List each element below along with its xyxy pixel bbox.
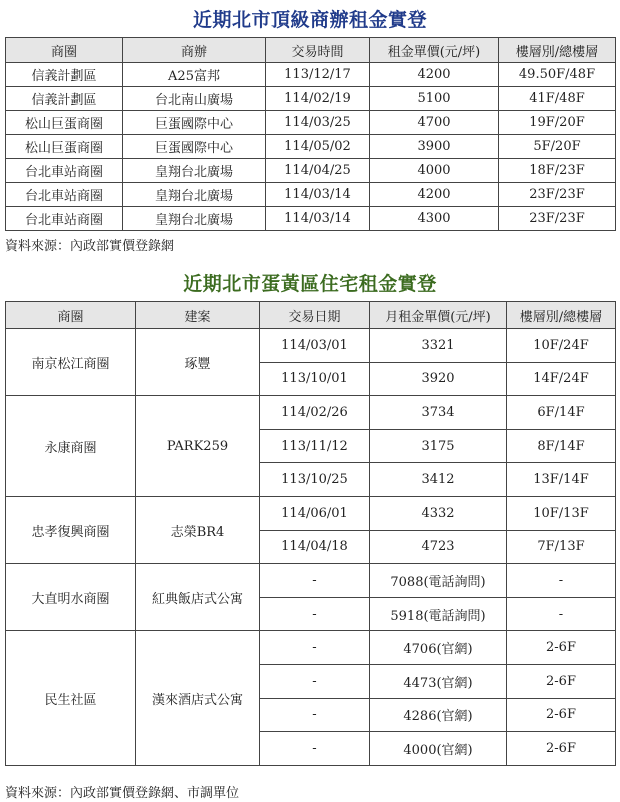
cell-office: 巨蛋國際中心 [123,111,266,135]
cell-floor: 2-6F [507,732,616,766]
table2-source-note: 資料來源：內政部實價登錄網、市調單位 [5,786,240,801]
cell-rent: 7088(電話詢問) [370,564,507,598]
cell-floor: - [507,597,616,631]
cell-date: - [260,698,370,732]
cell-rent: 3734 [370,396,507,430]
header-district: 商圈 [6,302,136,329]
cell-floor: 14F/24F [507,362,616,396]
table-row [6,63,616,87]
cell-district: 台北車站商圈 [6,159,123,183]
table-row [6,111,616,135]
cell-rent: 3920 [370,362,507,396]
cell-floor: 13F/14F [507,463,616,497]
cell-date: - [260,564,370,598]
cell-district: 松山巨蛋商圈 [6,111,123,135]
header-floor: 樓層別/總樓層 [507,302,616,329]
cell-office: 皇翔台北廣場 [123,159,266,183]
header-rent: 租金單價(元/坪) [370,38,499,63]
cell-floor: 2-6F [507,698,616,732]
cell-district: 台北車站商圈 [6,183,123,207]
cell-office: 皇翔台北廣場 [123,183,266,207]
table-row [6,396,616,430]
cell-project: 漢來酒店式公寓 [136,631,260,765]
cell-office: A25富邦 [123,63,266,87]
cell-date: 113/11/12 [260,429,370,463]
cell-floor: - [507,564,616,598]
header-office: 商辦 [123,38,266,63]
cell-rent: 4286(官網) [370,698,507,732]
cell-date: - [260,597,370,631]
cell-date: - [260,732,370,766]
table-row [6,135,616,159]
cell-floor: 19F/20F [499,111,616,135]
cell-project: 琢豐 [136,329,260,396]
header-date: 交易日期 [260,302,370,329]
cell-district: 永康商圈 [6,396,136,497]
table-row [6,207,616,231]
cell-rent: 4332 [370,496,507,530]
cell-office: 皇翔台北廣場 [123,207,266,231]
cell-floor: 49.50F/48F [499,63,616,87]
cell-date: 113/10/01 [260,362,370,396]
table-row [6,159,616,183]
table1-title: 近期北市頂級商辦租金實登 [192,9,427,31]
cell-district: 台北車站商圈 [6,207,123,231]
cell-rent: 3900 [370,135,499,159]
table1-source-note: 資料來源：內政部實價登錄網 [5,239,175,254]
header-district: 商圈 [6,38,123,63]
residential-rent-table [5,301,616,766]
cell-district: 大直明水商圈 [6,564,136,631]
cell-rent: 4200 [370,63,499,87]
cell-rent: 3412 [370,463,507,497]
cell-floor: 5F/20F [499,135,616,159]
cell-rent: 4706(官網) [370,631,507,665]
cell-floor: 23F/23F [499,183,616,207]
cell-date: 114/06/01 [260,496,370,530]
cell-rent: 5100 [370,87,499,111]
cell-date: 114/02/26 [260,396,370,430]
cell-district: 信義計劃區 [6,87,123,111]
cell-date: - [260,631,370,665]
header-floor: 樓層別/總樓層 [499,38,616,63]
cell-rent: 5918(電話詢問) [370,597,507,631]
cell-rent: 3321 [370,329,507,363]
cell-floor: 18F/23F [499,159,616,183]
cell-floor: 2-6F [507,664,616,698]
table-row [6,329,616,363]
table-row [6,87,616,111]
cell-rent: 3175 [370,429,507,463]
cell-date: 114/05/02 [266,135,370,159]
cell-office: 巨蛋國際中心 [123,135,266,159]
table-header-row [6,38,616,63]
cell-rent: 4473(官網) [370,664,507,698]
cell-date: 114/03/01 [260,329,370,363]
cell-rent: 4200 [370,183,499,207]
cell-floor: 7F/13F [507,530,616,564]
cell-date: 113/10/25 [260,463,370,497]
cell-rent: 4000(官網) [370,732,507,766]
cell-project: 志榮BR4 [136,496,260,563]
cell-district: 松山巨蛋商圈 [6,135,123,159]
office-rent-table [5,37,616,231]
cell-project: PARK259 [136,396,260,497]
cell-floor: 2-6F [507,631,616,665]
cell-date: 114/04/25 [266,159,370,183]
cell-district: 民生社區 [6,631,136,765]
cell-floor: 23F/23F [499,207,616,231]
table2-title: 近期北市蛋黃區住宅租金實登 [183,273,437,295]
cell-office: 台北南山廣場 [123,87,266,111]
table-row [6,183,616,207]
cell-rent: 4300 [370,207,499,231]
cell-district: 信義計劃區 [6,63,123,87]
cell-date: - [260,664,370,698]
table-header-row [6,302,616,329]
cell-floor: 8F/14F [507,429,616,463]
cell-floor: 6F/14F [507,396,616,430]
cell-date: 114/03/14 [266,207,370,231]
cell-date: 114/03/14 [266,183,370,207]
cell-district: 忠孝復興商圈 [6,496,136,563]
cell-rent: 4723 [370,530,507,564]
cell-district: 南京松江商圈 [6,329,136,396]
table-row [6,631,616,665]
cell-floor: 41F/48F [499,87,616,111]
table-row [6,496,616,530]
cell-floor: 10F/13F [507,496,616,530]
cell-date: 113/12/17 [266,63,370,87]
header-date: 交易時間 [266,38,370,63]
header-project: 建案 [136,302,260,329]
header-rent: 月租金單價(元/坪) [370,302,507,329]
cell-date: 114/04/18 [260,530,370,564]
cell-floor: 10F/24F [507,329,616,363]
cell-date: 114/02/19 [266,87,370,111]
cell-rent: 4700 [370,111,499,135]
cell-date: 114/03/25 [266,111,370,135]
table-row [6,564,616,598]
cell-project: 紅典飯店式公寓 [136,564,260,631]
cell-rent: 4000 [370,159,499,183]
